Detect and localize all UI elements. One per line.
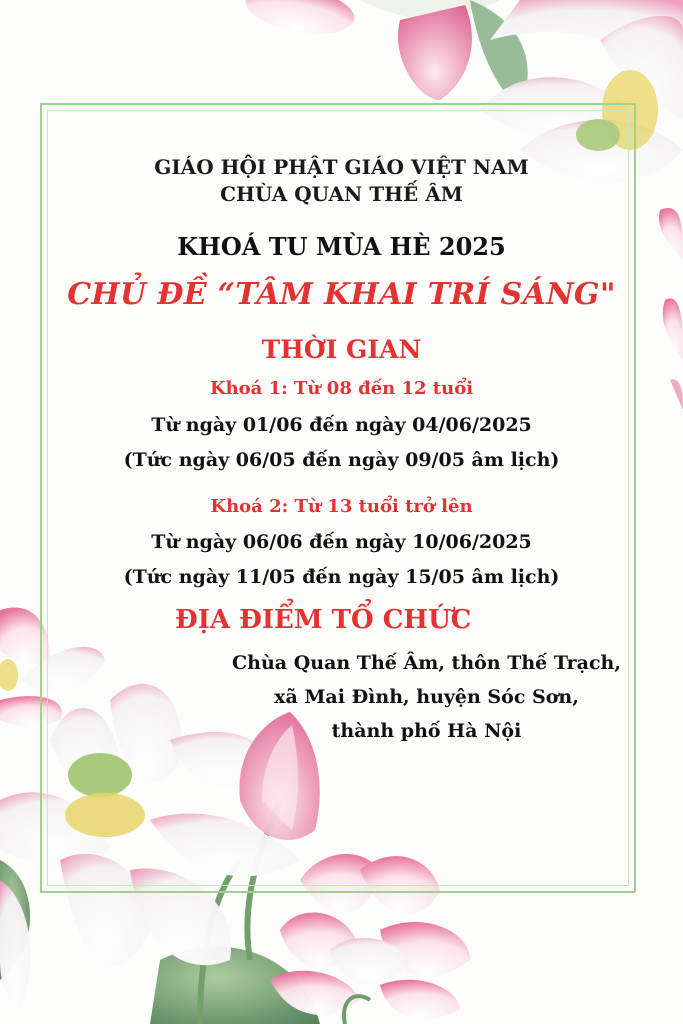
organization-name: GIÁO HỘI PHẬT GIÁO VIỆT NAM bbox=[154, 155, 529, 179]
schedule-heading: THỜI GIAN bbox=[261, 335, 422, 364]
venue-address-line-1: Chùa Quan Thế Âm, thôn Thế Trạch, bbox=[232, 652, 621, 674]
session-2-label: Khoá 2: Từ 13 tuổi trở lên bbox=[210, 496, 473, 517]
venue-heading: ĐỊA ĐIỂM TỔ CHỨC bbox=[175, 605, 472, 635]
venue-address-line-3: thành phố Hà Nội bbox=[331, 720, 522, 742]
course-theme: CHỦ ĐỀ “TÂM KHAI TRÍ SÁNG" bbox=[67, 277, 616, 312]
course-title: KHOÁ TU MÙA HÈ 2025 bbox=[177, 232, 506, 261]
session-1-solar-dates: Từ ngày 01/06 đến ngày 04/06/2025 bbox=[151, 414, 532, 436]
session-1-label: Khoá 1: Từ 08 đến 12 tuổi bbox=[209, 378, 474, 399]
venue-address-line-2: xã Mai Đình, huyện Sóc Sơn, bbox=[274, 686, 579, 708]
session-1-lunar-dates: (Tức ngày 06/05 đến ngày 09/05 âm lịch) bbox=[123, 449, 560, 471]
temple-name: CHÙA QUAN THẾ ÂM bbox=[220, 182, 463, 206]
session-2-solar-dates: Từ ngày 06/06 đến ngày 10/06/2025 bbox=[151, 531, 532, 553]
session-2-lunar-dates: (Tức ngày 11/05 đến ngày 15/05 âm lịch) bbox=[123, 566, 560, 588]
